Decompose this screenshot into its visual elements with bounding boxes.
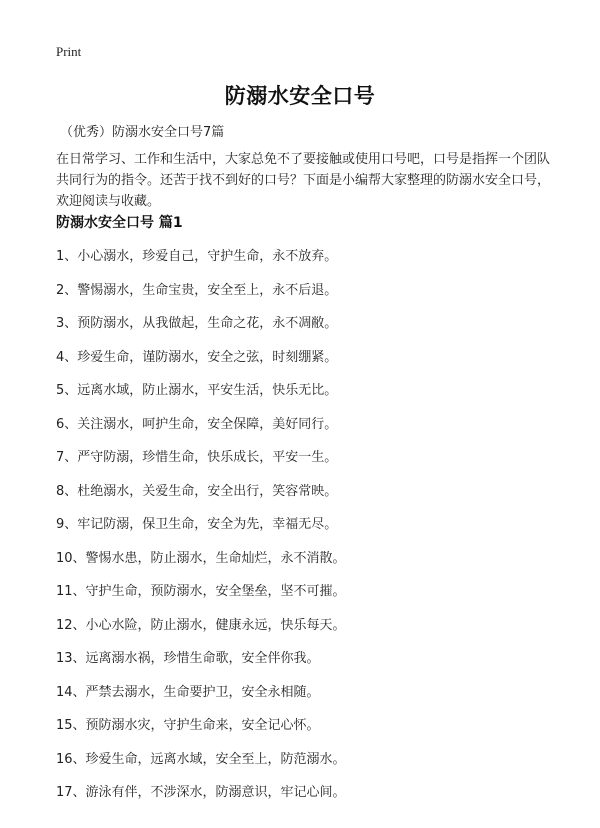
slogan-list [56, 246, 346, 816]
page-title: 防溺水安全口号 [224, 84, 376, 108]
list-item: 17、游泳有伴，不涉深水，防溺意识，牢记心间。 [56, 785, 346, 800]
list-item: 1、小心溺水，珍爱自己，守护生命，永不放弃。 [56, 249, 338, 264]
list-item: 9、牢记防溺，保卫生命，安全为先，幸福无尽。 [56, 517, 338, 532]
list-item: 7、严守防溺，珍惜生命，快乐成长，平安一生。 [56, 450, 338, 465]
list-item: 8、杜绝溺水，关爱生命，安全出行，笑容常映。 [56, 483, 338, 499]
list-item: 3、预防溺水，从我做起，生命之花，永不凋敝。 [56, 316, 338, 331]
section-heading: 防溺水安全口号 篇1 [56, 215, 183, 231]
list-item: 16、珍爱生命，远离水域，安全至上，防范溺水。 [56, 751, 346, 767]
list-item: 13、远离溺水祸，珍惜生命歌，安全伴你我。 [56, 651, 320, 666]
list-item: 10、警惕水患，防止溺水，生命灿烂，永不消散。 [56, 550, 346, 566]
print-link[interactable]: Print [56, 44, 82, 59]
list-item: 15、预防溺水灾，守护生命来，安全记心怀。 [56, 718, 320, 733]
list-item: 14、严禁去溺水，生命要护卫，安全永相随。 [56, 684, 320, 700]
list-item: 11、守护生命，预防溺水，安全堡垒，坚不可摧。 [56, 584, 346, 599]
document-subtitle: （优秀）防溺水安全口号7篇 [60, 125, 225, 140]
list-item: 12、小心水险，防止溺水，健康永远，快乐每天。 [56, 617, 346, 633]
list-item: 4、珍爱生命，谨防溺水，安全之弦，时刻绷紧。 [56, 349, 338, 365]
list-item: 6、关注溺水，呵护生命，安全保障，美好同行。 [56, 416, 338, 432]
list-item: 2、警惕溺水，生命宝贵，安全至上，永不后退。 [56, 282, 338, 298]
list-item: 5、远离水域，防止溺水，平安生活，快乐无比。 [56, 383, 338, 398]
intro-paragraph: 在日常学习、工作和生活中，大家总免不了要接触或使用口号吧，口号是指挥一个团队共同行为的指令。还苦于找不到好的口号？下面是小编帮大家整理的防溺水安全口号，欢迎阅读与收藏。 [56, 152, 551, 209]
